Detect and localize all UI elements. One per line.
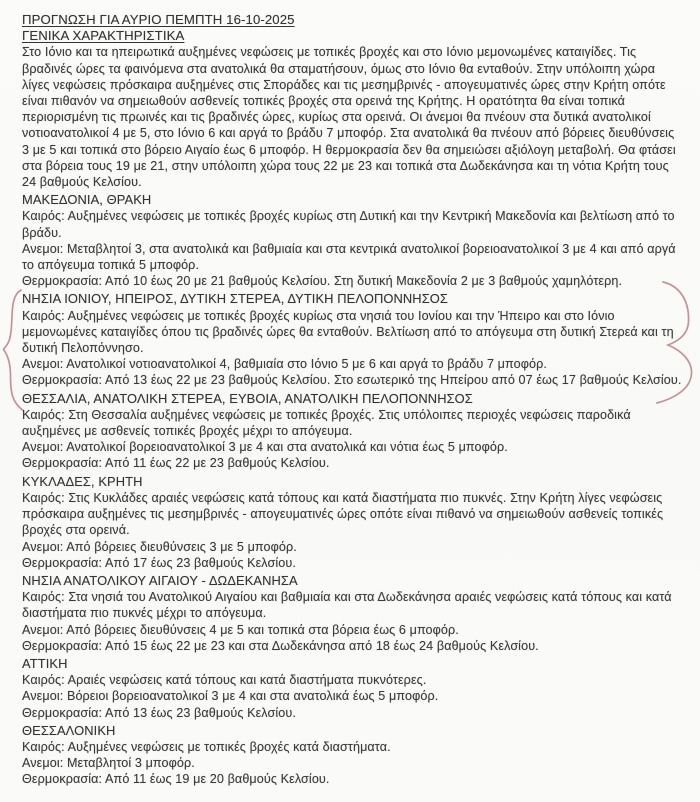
section-heading: ΝΗΣΙΑ ΙΟΝΙΟΥ, ΗΠΕΙΡΟΣ, ΔΥΤΙΚΗ ΣΤΕΡΕΑ, ΔΥΤΙΚΗ ΠΕΛΟΠΟΝΝΗΣΟΣ [22,291,448,307]
temperature-line: Θερμοκρασία: Από 13 έως 23 βαθμούς Κελσίου. [22,705,296,720]
winds-line: Ανεμοι: Βόρειοι βορειοανατολικοί 3 με 4 και στα ανατολικά έως 5 μποφόρ. [22,689,439,704]
temperature-line: Θερμοκρασία: Από 17 έως 23 βαθμούς Κελσίου. [22,555,296,570]
winds-line: Ανεμοι: Από βόρειες διευθύνσεις 3 με 5 μποφόρ. [22,539,297,554]
weather-line: Καιρός: Αραιές νεφώσεις κατά τόπους και κατά διαστήματα πυκνότερες. [22,673,427,688]
winds-line: Ανεμοι: Μεταβλητοί 3, στα ανατολικά και βαθμιαία και στα κεντρικά ανατολικοί βορειοανατολικοί 3 με 4 και από αργά το απόγευμα τοπικά 5 μποφόρ. [22,241,676,273]
temperature-line: Θερμοκρασία: Από 13 έως 22 με 23 βαθμούς Κελσίου. Στο εσωτερικό της Ηπείρου από 07 έως 17 βαθμούς Κελσίου. [22,373,682,388]
winds-line: Ανεμοι: Από βόρειες διευθύνσεις 4 με 5 και τοπικά στα βόρεια έως 6 μποφόρ. [22,622,459,637]
weather-line: Καιρός: Στη Θεσσαλία αυξημένες νεφώσεις με τοπικές βροχές. Στις υπόλοιπες περιοχές νεφώσεις παροδικά αυξημένες με ασθενείς τοπικές βροχές μέχρι το απόγευμα. [22,407,631,439]
general-forecast-paragraph: Στο Ιόνιο και τα ηπειρωτικά αυξημένες νεφώσεις με τοπικές βροχές και στο Ιόνιο μεμονωμένες καταιγίδες. Τις βραδινές ώρες τα φαινόμενα στα ανατολικά θα σταματήσουν, όμως στο Ιόνιο θα ενταθούν. Στην υπόλοιπη χώρα λίγες νεφώσεις πρόσκαιρα αυξημένες στις Σποράδες και τις μεσημβρινές - απογευματινές ώρες στην Κρήτη οπότε είναι πιθανόν να σημειωθούν ασθενείς τοπικές βροχές στα ορεινά της Κρήτης. Η ορατότητα θα είναι τοπικά περιορισμένη τις πρωινές και τις βραδινές ώρες, κυρίως στα ορεινά. Οι άνεμοι θα πνέουν στα δυτικά ανατολικοί νοτιοανατολικοί 4 με 5, στο Ιόνιο 6 και αργά το βράδυ 7 μποφόρ. Στα ανατολικά θα πνέουν από βόρειες διευθύνσεις 3 με 5 και τοπικά στο βόρειο Αιγαίο έως 6 μποφόρ. Η θερμοκρασία δεν θα σημειώσει αξιόλογη μεταβολή. Θα φτάσει στα βόρεια τους 19 με 21, στην υπόλοιπη χώρα τους 22 με 23 και τοπικά στα Δωδεκάνησα και τη νότια Κρήτη τους 24 βαθμούς Κελσίου. [22,45,676,190]
weather-line: Καιρός: Στις Κυκλάδες αραιές νεφώσεις κατά τόπους και κατά διαστήματα πιο πυκνές. Στην Κρήτη λίγες νεφώσεις πρόσκαιρα αυξημένες τις μεσημβρινές - απογευματινές ώρες οπότε είναι πιθανό να σημειωθούν ασθενείς τοπικές βροχές στα ορεινά. [22,490,664,538]
winds-line: Ανεμοι: Ανατολικοί νοτιοανατολικοί 4, βαθμιαία στο Ιόνιο 5 με 6 και αργά το βράδυ 7 μποφόρ. [22,357,547,372]
section-anatoliko-aigaio-dodekanisa [22,573,684,654]
section-heading: ΝΗΣΙΑ ΑΝΑΤΟΛΙΚΟΥ ΑΙΓΑΙΟΥ - ΔΩΔΕΚΑΝΗΣΑ [22,572,298,588]
section-heading: ΜΑΚΕΔΟΝΙΑ, ΘΡΑΚΗ [22,192,152,208]
section-kyklades-kriti [22,474,684,571]
weather-line: Καιρός: Στα νησιά του Ανατολικού Αιγαίου και βαθμιαία και στα Δωδεκάνησα αραιές νεφώσεις κατά τόπους και κατά διαστήματα πιο πυκνές μέχρι το απόγευμα. [22,590,672,621]
temperature-line: Θερμοκρασία: Από 11 έως 19 με 20 βαθμούς Κελσίου. [22,772,330,787]
section-heading: ΑΤΤΙΚΗ [22,655,68,671]
weather-line: Καιρός: Αυξημένες νεφώσεις με τοπικές βροχές κατά διαστήματα. [22,739,391,754]
winds-line: Ανεμοι: Ανατολικοί βορειοανατολικοί 3 με 4 και στα ανατολικά και νότια έως 5 μποφόρ. [22,440,508,455]
temperature-line: Θερμοκρασία: Από 15 έως 22 με 23 και στα Δωδεκάνησα από 18 έως 24 βαθμούς Κελσίου. [22,638,539,653]
section-thessalia [22,391,684,472]
winds-line: Ανεμοι: Μεταβλητοί 3 μποφόρ. [22,756,195,771]
section-attiki [22,656,684,721]
general-characteristics-heading: ΓΕΝΙΚΑ ΧΑΡΑΚΤΗΡΙΣΤΙΚΑ [22,28,185,44]
section-makedonia-thraki [22,192,684,289]
section-heading: ΘΕΣΣΑΛΟΝΙΚΗ [22,722,116,738]
weather-line: Καιρός: Αυξημένες νεφώσεις με τοπικές βροχές κυρίως στα νησιά του Ιονίου και την Ήπειρο και στο Ιόνιο μεμονωμένες καταιγίδες όπου τις βραδινές ώρες θα ενταθούν. Βελτίωση από το απόγευμα στη δυτική Στερεά και τη δυτική Πελοπόννησο. [22,308,674,356]
weather-line: Καιρός: Αυξημένες νεφώσεις με τοπικές βροχές κυρίως στη Δυτική και την Κεντρική Μακεδονία και βελτίωση από το βράδυ. [22,209,675,240]
section-nisia-ioniou [22,291,684,388]
section-heading: ΚΥΚΛΑΔΕΣ, ΚΡΗΤΗ [22,473,143,489]
section-thessaloniki [22,723,684,788]
section-heading: ΘΕΣΣΑΛΙΑ, ΑΝΑΤΟΛΙΚΗ ΣΤΕΡΕΑ, ΕΥΒΟΙΑ, ΑΝΑΤΟΛΙΚΗ ΠΕΛΟΠΟΝΝΗΣΟΣ [22,390,473,406]
temperature-line: Θερμοκρασία: Από 10 έως 20 με 21 βαθμούς Κελσίου. Στη δυτική Μακεδονία 2 με 3 βαθμούς χαμηλότερη. [22,274,623,289]
document-title: ΠΡΟΓΝΩΣΗ ΓΙΑ ΑΥΡΙΟ ΠΕΜΠΤΗ 16-10-2025 [22,12,295,27]
temperature-line: Θερμοκρασία: Από 11 έως 22 με 23 βαθμούς Κελσίου. [22,456,330,471]
